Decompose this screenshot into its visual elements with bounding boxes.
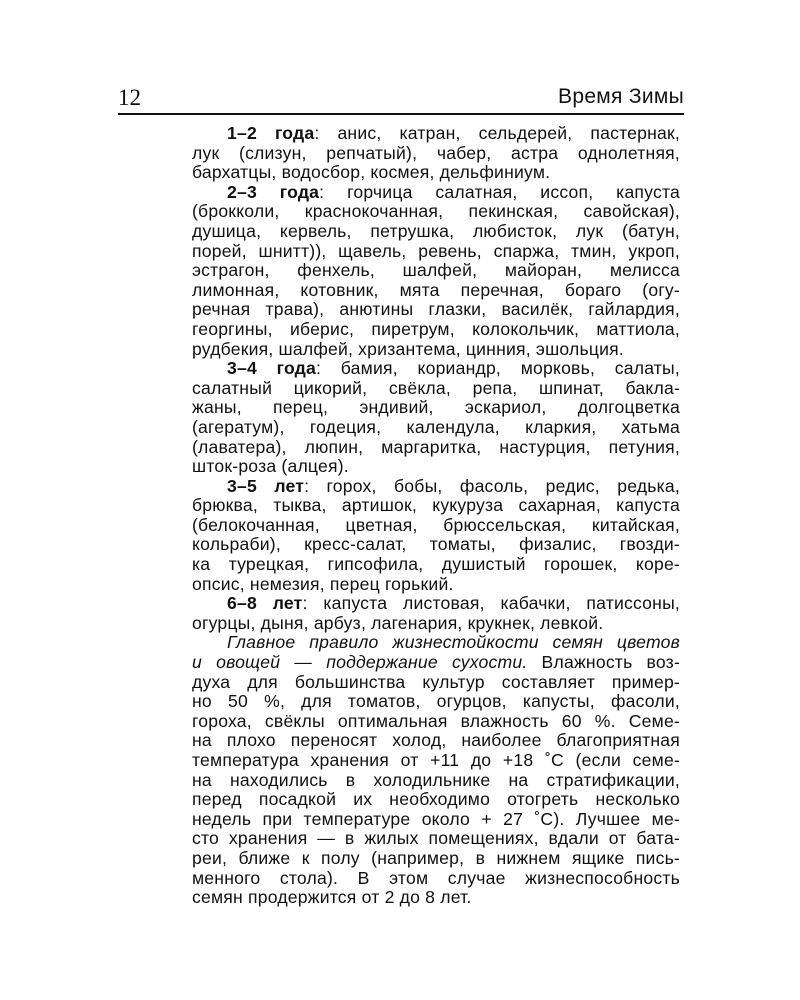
paragraph-storage-rule [157, 633, 680, 907]
text-line: лук (слизун, репчатый), чабер, астра однолетняя, [192, 142, 680, 163]
text-line: 2–3 года: горчица салатная, иссоп, капуста [227, 181, 680, 202]
text-line: 1–2 года: анис, катран, сельдерей, пастернак, [227, 123, 681, 143]
text-line: жаны, перец, эндивий, эскариол, долгоцветка [192, 397, 680, 418]
text-line: менного стола). В этом случае жизнеспособность [192, 867, 680, 888]
text-line: порей, шнитт)), щавель, ревень, спаржа, тмин, укроп, [192, 240, 680, 261]
header-rule [118, 113, 684, 115]
text-line: (белокочанная, цветная, брюссельская, китайская, [192, 514, 680, 535]
page-number: 12 [118, 85, 141, 110]
running-title: Время Зимы [558, 85, 684, 108]
paragraph-6-8-years [157, 594, 680, 633]
text-line: рудбекия, шалфей, хризантема, цинния, эшольция. [192, 338, 624, 359]
text-line: брюква, тыква, артишок, кукуруза сахарная, капуста [192, 495, 680, 516]
text-line: эстрагон, фенхель, шалфей, майоран, мелисса [192, 260, 680, 281]
text-line: но 50 %, для томатов, огурцов, капусты, фасоли, [192, 691, 680, 712]
text-line: (лаватера), люпин, маргаритка, настурция, петуния, [192, 436, 680, 457]
text-line: (агератум), годеция, календула, кларкия, хатьма [192, 416, 680, 437]
text-line: душица, кервель, петрушка, любисток, лук (батун, [192, 220, 680, 241]
paragraph-1-2-years [157, 124, 680, 183]
text-line: ка турецкая, гипсофила, душистый горошек, коре- [192, 554, 680, 575]
text-line: шток-роза (алцея). [192, 456, 349, 477]
text-line: бархатцы, водосбор, космея, дельфиниум. [192, 162, 551, 183]
page-body [157, 124, 680, 908]
italic-rule-fragment: и овощей — поддержание сухости. [192, 652, 528, 673]
text-line: 3–4 года: бамия, кориандр, морковь, салаты, [227, 358, 680, 379]
text-line: кольраби), кресс-салат, томаты, физалис, гвозди- [192, 534, 680, 555]
page-header [118, 84, 684, 114]
text-line: 6–8 лет: капуста листовая, кабачки, патиссоны, [227, 593, 680, 614]
text-line: перед посадкой их необходимо отогреть несколько [192, 789, 680, 810]
term-label: 3–5 лет [227, 475, 305, 496]
text-line: и овощей — поддержание сухости. Влажность воз- [192, 652, 681, 673]
text-line: лимонная, котовник, мята перечная, бораго (огу- [192, 279, 680, 300]
paragraph-2-3-years [157, 183, 680, 359]
term-label: 1–2 года [227, 123, 315, 143]
text-line: гороха, свёклы оптимальная влажность 60 %. Семе- [192, 710, 680, 731]
text-line: на плохо переносят холод, наиболее благоприятная [192, 730, 680, 751]
italic-rule-line: Главное правило жизнестойкости семян цветов [227, 632, 680, 653]
text-line: на находились в холодильнике на стратификации, [192, 769, 680, 790]
text-line: духа для большинства культур составляет пример- [192, 671, 680, 692]
text-line: салатный цикорий, свёкла, репа, шпинат, бакла- [192, 377, 680, 398]
term-label: 2–3 года [227, 181, 320, 202]
paragraph-3-4-years [157, 359, 680, 477]
paragraph-3-5-years [157, 477, 680, 595]
text-line: температура хранения от +11 до +18 ˚С (если семе- [192, 750, 680, 770]
text-line: сто хранения — в жилых помещениях, вдали от бата- [192, 828, 680, 849]
text-line: (брокколи, краснокочанная, пекинская, савойская), [192, 201, 680, 222]
text-line: георгины, иберис, пиретрум, колокольчик, маттиола, [192, 318, 680, 339]
term-label: 6–8 лет [227, 593, 303, 614]
term-label: 3–4 года [227, 358, 317, 379]
text-line: опсис, немезия, перец горький. [192, 573, 454, 594]
text-line: речная трава), анютины глазки, василёк, гайлардия, [192, 299, 680, 320]
text-line: недель при температуре около + 27 ˚С). Лучшее ме- [192, 808, 680, 829]
text-line: семян продержится от 2 до 8 лет. [192, 887, 472, 908]
text-line: 3–5 лет: горох, бобы, фасоль, редис, редька, [227, 475, 680, 496]
text-line: огурцы, дыня, арбуз, лагенария, крукнек, левкой. [192, 612, 604, 633]
text-line: реи, ближе к полу (например, в нижнем ящике пись- [192, 847, 680, 868]
